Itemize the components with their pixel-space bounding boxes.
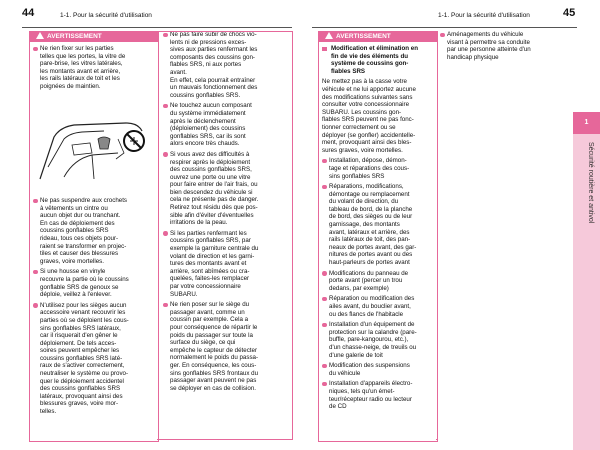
bullet-icon (440, 33, 445, 38)
chapter-label: Sécurité routière et antivol (587, 142, 594, 224)
left-warning-box (29, 31, 159, 442)
bullet-icon (163, 104, 168, 109)
list-item: Ne touchez aucun composant du système immédiatement après le déclenchement (déploiement) des coussins gonflables SRS, car ils sont alors encore très chauds. (163, 102, 293, 148)
list-item: Si vous avez des difficultés à respirer après le déploiement des coussins gonflables SRS, ouvrez une porte ou une vitre pour faire entrer de l'air frais, ou bien descendez du véhicule si cela ne présente pas de danger. Retirez tout résidu dès que pos- sible afin d'éviter d'éventuelles irritations de la peau. (163, 151, 293, 227)
right-warning-title: AVERTISSEMENT (336, 33, 391, 40)
bullet-icon (322, 382, 327, 387)
list-item: Ne rien fixer sur les parties telles que les portes, la vitre de pare-brise, les vitres latérales, les montants avant et arrière, les rails latéraux de toit et les poignées de maintien. (33, 45, 155, 91)
bullet-icon (33, 270, 38, 275)
right-warning-box (318, 31, 438, 442)
list-item: Installation d'appareils électro- niques, tels qu'un émet- teur/récepteur radio ou lecteur de CD (322, 380, 434, 410)
list-item: Aménagements du véhicule visant à permettre sa conduite par une personne atteinte d'un handicap physique (440, 31, 570, 61)
list-item: Installation d'un équipement de protection sur la calandre (pare- buffle, pare-kangourou, etc.), d'un chasse-neige, de treuils ou d'une galerie de toit (322, 321, 434, 359)
bullet-icon (163, 33, 168, 38)
bullet-icon (163, 231, 168, 236)
warning-triangle-icon (325, 32, 333, 39)
no-hanging-prohibition-icon (124, 131, 144, 151)
bullet-icon (33, 303, 38, 308)
left-warning-header (30, 32, 158, 42)
bullet-icon (163, 303, 168, 308)
warning-triangle-icon (36, 32, 44, 39)
list-item: Ne pas suspendre aux crochets à vêtements un cintre ou aucun objet dur ou tranchant. En cas de déploiement des coussins gonflables SRS rideau, tous ces objets pour- raient se transformer en projec- tiles et causer des blessures graves, voire mortelles. (33, 197, 155, 265)
right-warning-box-join (436, 31, 438, 440)
left-warning-title: AVERTISSEMENT (47, 33, 102, 40)
list-item: N'utilisez pour les sièges aucun accessoire venant recouvrir les parties où se déploient les cous- sins gonflables SRS latéraux, car il risquerait d'en gêner le déploiement. De tels acces- soires peuvent empêcher les coussins gonflables SRS laté- raux de s'activer correctement, neutraliser le système ou provo- quer le déploiement accidentel des coussins gonflables SRS latéraux, provoquant ainsi des blessures graves, voire mor- telles. (33, 302, 155, 416)
left-section-title: 1-1. Pour la sécurité d'utilisation (60, 12, 152, 19)
list-item: Réparation ou modification des ailes avant, du bouclier avant, ou des flancs de l'habitacle (322, 295, 434, 318)
warning-heading: Modification et élimination en fin de vie des éléments du système de coussins gon- flables SRS (322, 45, 434, 75)
bullet-icon (163, 152, 168, 157)
list-item: Installation, dépose, démon- tage et réparations des cous- sins gonflables SRS (322, 157, 434, 180)
left-column-2 (163, 31, 293, 395)
chapter-tab[interactable]: 1 (573, 112, 600, 134)
list-item: Réparations, modifications, démontage ou remplacement du volant de direction, du tableau de bord, de la planche de bord, des sièges ou de leur garnissage, des montants avant, latéraux et arrière, des rails latéraux de toit, des pan- neaux de portes avant, des gar- nitures de portes avant ou des haut-parleurs de portes avant (322, 183, 434, 267)
list-item: Si une housse en vinyle recouvre la partie où le coussins gonflable SRS de genoux se déploie, veillez à l'enlever. (33, 268, 155, 298)
bullet-icon (322, 159, 327, 164)
square-bullet-icon (322, 47, 327, 52)
bullet-icon (322, 364, 327, 369)
list-item: Ne pas faire subir de chocs vio- lents ni de pressions exces- sives aux parties renfermant les composants des coussins gon- flables SRS, ni aux portes avant. En effet, cela pourrait entraîner un mauvais fonctionnement des coussins gonflables SRS. (163, 31, 293, 99)
right-header-rule (312, 27, 577, 28)
bullet-icon (322, 185, 327, 190)
warning-intro: Ne mettez pas à la casse votre véhicule et ne lui apportez aucune des modifications suivantes sans consulter votre concessionnaire SUBARU. Les coussins gon- flables SRS peuvent ne pas fonc- tionner correctement ou se déployer (se gonfler) accidentelle- ment, provoquant ainsi des bles- sures graves, voire mortelles. (322, 78, 416, 154)
right-warning-header (319, 32, 437, 42)
bullet-icon (33, 199, 38, 204)
interior-illustration (34, 119, 156, 183)
list-item: Ne rien poser sur le siège du passager avant, comme un coussin par exemple. Cela a pour conséquence de répartir le poids du passager sur toute la surface du siège, ce qui empêche le capteur de détecter normalement le poids du passa- ger. En conséquence, les cous- sins gonflables SRS frontaux du passager avant peuvent ne pas se déployer en cas de collision. (163, 301, 293, 392)
left-page-number: 44 (22, 7, 35, 19)
bullet-icon (322, 323, 327, 328)
right-page-number: 45 (563, 7, 576, 19)
bullet-icon (33, 47, 38, 52)
list-item: Modifications du panneau de porte avant (percer un trou dedans, par exemple) (322, 270, 434, 293)
right-column-2 (440, 31, 570, 64)
list-item: Modification des suspensions du véhicule (322, 362, 434, 377)
right-section-title: 1-1. Pour la sécurité d'utilisation (438, 12, 530, 19)
list-item: Si les parties renfermant les coussins gonflables SRS, par exemple la garniture centrale du volant de direction et les garni- tures des montants avant et arrière, sont abîmées ou cra- quelées, faites-les remplacer par votre concessionnaire SUBARU. (163, 230, 293, 298)
bullet-icon (322, 297, 327, 302)
bullet-icon (322, 271, 327, 276)
left-header-rule (22, 27, 292, 28)
